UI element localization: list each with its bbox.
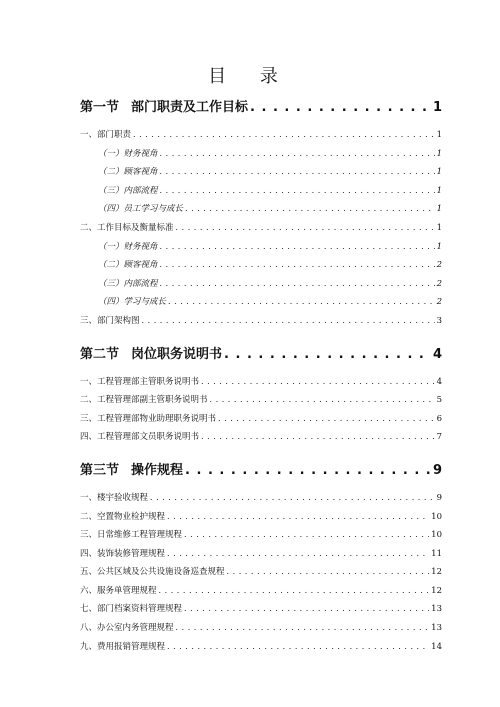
- section-title: 部门职责及工作目标: [131, 100, 249, 115]
- page-number: 5: [436, 395, 442, 406]
- page-number: 13: [431, 623, 442, 634]
- page-number: 10: [431, 511, 442, 522]
- dot-leader: [150, 489, 435, 508]
- section-title: 岗位职务说明书: [131, 346, 223, 362]
- dot-leader: [201, 373, 435, 392]
- dot-leader: [168, 293, 435, 312]
- toc-entry[interactable]: [80, 638, 442, 657]
- page-number: 1: [436, 241, 442, 252]
- toc-subentry[interactable]: [80, 238, 442, 257]
- entry-label: 三、部门架构图: [80, 315, 140, 326]
- entry-label: 四、工程管理部文员职务说明书: [80, 432, 200, 443]
- page-number: 1: [436, 204, 442, 215]
- dot-leader: [218, 410, 435, 429]
- page-number: 4: [436, 376, 442, 387]
- page-number: 1: [436, 148, 442, 159]
- spacer: [80, 656, 442, 664]
- dot-leader: [167, 545, 429, 564]
- dot-leader: [160, 256, 435, 275]
- toc-entry[interactable]: [80, 219, 442, 238]
- entry-label: 一、楼宇验收规程: [80, 492, 149, 503]
- page-number: 10: [431, 530, 442, 541]
- entry-label: （四）员工学习与成长: [98, 204, 184, 215]
- dot-leader: [184, 526, 429, 545]
- page-number: 2: [436, 278, 442, 289]
- page-number: 1: [436, 167, 442, 178]
- dot-leader: [201, 428, 435, 447]
- entry-label: （三）内部流程: [98, 278, 158, 289]
- dot-leader: [210, 391, 435, 410]
- page-number: 7: [436, 432, 442, 443]
- page-number: 1: [436, 222, 442, 233]
- table-of-contents: [80, 92, 442, 664]
- toc-subentry[interactable]: [80, 293, 442, 312]
- page-number: 2: [436, 260, 442, 271]
- entry-label: 二、工作目标及衡量标准: [80, 222, 174, 233]
- toc-entry[interactable]: [80, 508, 442, 527]
- section-title: 操作规程: [131, 462, 184, 478]
- spacer: [80, 365, 442, 373]
- section-label: [80, 345, 222, 365]
- toc-subentry[interactable]: [80, 275, 442, 294]
- page-number: 1: [436, 185, 442, 196]
- toc-entry[interactable]: [80, 489, 442, 508]
- page-number: 4: [432, 346, 442, 362]
- dot-leader: [160, 163, 435, 182]
- toc-section-heading[interactable]: [80, 98, 442, 118]
- page-number: 9: [432, 462, 442, 478]
- entry-label: 三、工程管理部物业助理职务说明书: [80, 413, 217, 424]
- toc-section-heading[interactable]: [80, 345, 442, 365]
- toc-entry[interactable]: [80, 619, 442, 638]
- page-number: 12: [431, 585, 442, 596]
- dot-leader: [250, 98, 431, 118]
- page-number: 13: [431, 604, 442, 615]
- toc-entry[interactable]: [80, 312, 442, 331]
- entry-label: 一、部门职责: [80, 130, 132, 140]
- entry-label: 二、工程管理部副主管职务说明书: [80, 395, 208, 406]
- spacer: [80, 118, 442, 126]
- entry-label: （一）财务视角: [98, 241, 158, 252]
- entry-label: 五、公共区域及公共设施设备巡查规程: [80, 567, 225, 578]
- dot-leader: [160, 145, 435, 164]
- dot-leader: [167, 508, 429, 527]
- dot-leader: [176, 219, 435, 238]
- page-number: 6: [436, 413, 442, 424]
- entry-label: 七、部门档案资料管理规程: [80, 604, 183, 615]
- section-number: 第三节: [80, 462, 120, 478]
- dot-leader: [185, 200, 435, 219]
- section-label: [80, 98, 248, 118]
- toc-title: 目 录: [208, 66, 292, 87]
- dot-leader: [160, 182, 435, 201]
- toc-entry[interactable]: [80, 428, 442, 447]
- page-number: 11: [431, 548, 442, 559]
- dot-leader: [184, 600, 429, 619]
- dot-leader: [167, 638, 429, 657]
- dot-leader: [160, 238, 435, 257]
- page-number: 1: [436, 130, 442, 140]
- toc-entry[interactable]: [80, 410, 442, 429]
- entry-label: （二）顾客视角: [98, 167, 158, 178]
- page-number: 2: [436, 297, 442, 308]
- dot-leader: [176, 619, 430, 638]
- dot-leader: [185, 461, 431, 481]
- entry-label: 九、费用报销管理规程: [80, 641, 166, 652]
- dot-leader: [142, 312, 435, 331]
- toc-subentry[interactable]: [80, 182, 442, 201]
- entry-label: （三）内部流程: [98, 185, 158, 196]
- dot-leader: [160, 275, 435, 294]
- section-number: 第一节: [80, 100, 120, 115]
- dot-leader: [133, 126, 435, 145]
- entry-label: （一）财务视角: [98, 148, 158, 159]
- page-number: 3: [436, 315, 442, 326]
- page-number: 12: [431, 567, 442, 578]
- toc-entry[interactable]: [80, 563, 442, 582]
- entry-label: （二）顾客视角: [98, 260, 158, 271]
- page-number: 9: [436, 492, 442, 503]
- toc-entry[interactable]: [80, 526, 442, 545]
- toc-entry[interactable]: [80, 582, 442, 601]
- entry-label: 一、工程管理部主管职务说明书: [80, 376, 200, 387]
- entry-label: 六、服务单管理规程: [80, 585, 157, 596]
- dot-leader: [224, 345, 431, 365]
- section-label: [80, 461, 183, 481]
- spacer: [80, 331, 442, 339]
- toc-subentry[interactable]: [80, 145, 442, 164]
- toc-entry[interactable]: [80, 600, 442, 619]
- entry-label: （四）学习与成长: [98, 297, 167, 308]
- toc-entry[interactable]: [80, 391, 442, 410]
- toc-section-heading[interactable]: [80, 461, 442, 481]
- toc-entry[interactable]: [80, 373, 442, 392]
- entry-label: 二、空置物业检护规程: [80, 511, 166, 522]
- toc-subentry[interactable]: [80, 163, 442, 182]
- page-number: 14: [431, 641, 442, 652]
- spacer: [80, 447, 442, 455]
- dot-leader: [159, 582, 430, 601]
- toc-subentry[interactable]: [80, 256, 442, 275]
- toc-entry[interactable]: [80, 545, 442, 564]
- toc-entry[interactable]: [80, 126, 442, 145]
- dot-leader: [227, 563, 430, 582]
- entry-label: 四、装饰装修管理规程: [80, 548, 166, 559]
- entry-label: 三、日常维修工程管理规程: [80, 530, 183, 541]
- page-number: 1: [432, 100, 442, 115]
- spacer: [80, 481, 442, 489]
- section-number: 第二节: [80, 346, 120, 362]
- entry-label: 八、办公室内务管理规程: [80, 623, 174, 634]
- toc-subentry[interactable]: [80, 200, 442, 219]
